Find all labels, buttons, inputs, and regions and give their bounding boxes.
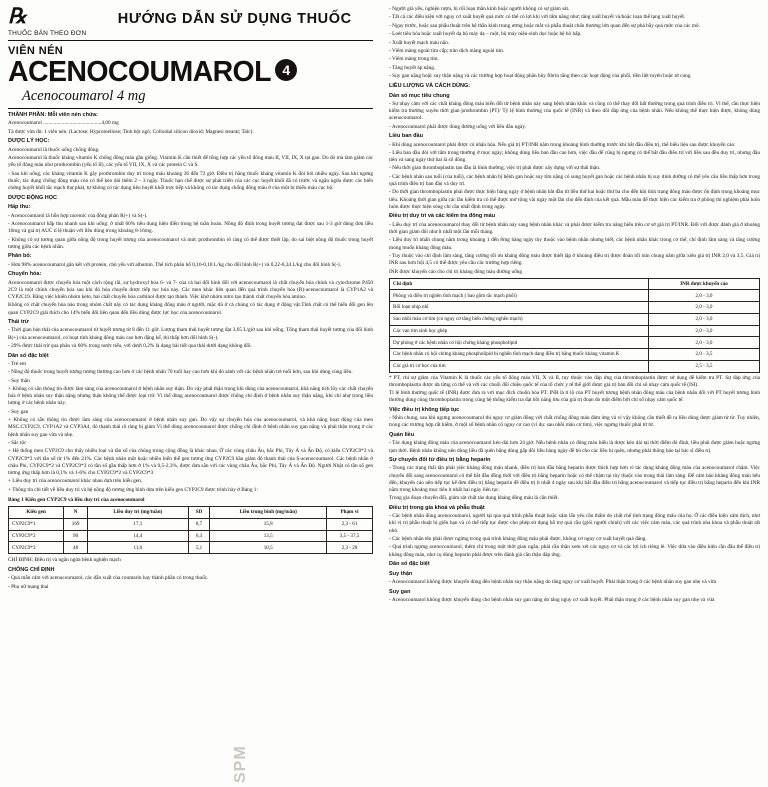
cell-inr: 2,5 - 3,5 <box>649 360 760 372</box>
maintenance-par: - Liều duy trì nhấn chung nằm trong khoảng 1 đến 8mg hàng ngày tùy thuộc vào bệnh nhân nhưng biết, các bệnh nhân khác trong cơ thể, chỉ định lâm sàng và tăng cường mong muốn kháng đông máu. <box>389 237 760 251</box>
cell-n: 90 <box>64 530 88 542</box>
cell-n: 169 <box>64 518 88 530</box>
cell-sd: 8,7 <box>188 518 210 530</box>
section-pharmacology-title: DƯỢC LÝ HỌC: <box>8 138 50 145</box>
inr-recommendation-table <box>389 278 760 373</box>
table-header-row <box>9 507 373 519</box>
cell-inr: 2,0 - 3,5 <box>649 349 760 361</box>
special-pop-par: - Suy gan <box>8 408 29 415</box>
section-contraindications-title: CHỐNG CHỈ ĐỊNH <box>8 566 55 573</box>
subsection-overdose-title: Quán liều <box>389 432 415 439</box>
two-column-layout <box>8 6 760 787</box>
contraindication-item: - Loét tiêu hóa hoặc xuất huyết dạ bộ máy dạ – ruột, bộ máy niệu-sinh dục hoặc hệ hô hấp. <box>389 31 582 38</box>
contraindication-item: - Viêm màng trong tim. <box>389 56 439 63</box>
cell-sd: 5,1 <box>188 542 210 554</box>
cell-inr: 2,0 - 3,0 <box>649 313 760 325</box>
surgery-par: - Các bệnh nhân tên phải được ngừng trong quá trình kháng đông máu phải được, không cơ nguy cơ xuất huyết quá đáng. <box>389 536 647 543</box>
heparin-switch-par: - Trong các trạng thái tận phải yiệc kháng đông máu nhanh, điều trị ban đầu bằng heparin được thích hợp hơn vì tác dụng kháng đông máu của acenocoumarol chậm. Việc chuyển đổi sang acenocoumarol có thể bắt đầu đồng thời với điều trị bằng heparin hoặc có thể chậm tại tùy thuộc vào trong thải lâm sàng. Để cảm bảo kháng đông máu hếu đến, khuyến cáo nên tiếp tục kế đơn điều trị bằng heparin đề điều trị ít nhất 4 ngày sau khi bắt đầu điều trị bằng acenocoumarol và tiếp tục điều trị bằng heparin đến khi INR nằm trong khoảng mục tiêu ít nhất hai ngày liên tục. <box>389 465 760 493</box>
cell-indication: Các van tim sinh học ghép <box>390 325 649 337</box>
cell-range: 2,3 - 28 <box>327 542 373 554</box>
subsection-metabolism-title: Chuyển hóa: <box>8 271 42 278</box>
surgery-par: - Quá trình ngưng acenocoumarol, thêm chí trong một thời gian ngắn, phải cần thận xem xét các nguy cơ và các lợi ích riêng lẻ. Việc dừa vào điều kiện cần đầu thể điều trị kháng đông máu, như cụ dùng heparin phải được trên đánh giá cần thận đáp ứng. <box>389 544 760 558</box>
subsection-renal-title: Suy thận <box>389 571 413 578</box>
subsection-surgery-title: Điều trị trong gia khoả và phẫu thuật <box>389 504 485 511</box>
document-header <box>8 6 373 37</box>
pharmacology-par: - Sau khi uống, các kháng vitamin K gây prothrombin duy trì trong máu khoảng 36 đến 72 giờ. Điều trị bằng thuốc kháng vitamin K đòi hỏi nhiều ngày. Sau khi ngưng thuốc, tác dụng chống đông máu còn có thể kéo dài thêm 2 – 3 ngày. Thuốc hạn chế được sự phát triển của các cục huyết khối đã có trước và ngăn ngừa được các biến chứng huyết khối tắc mạch thự phát, tự không có tác dụng tiêu huyết khối trực tiếp và không có tác dụng chống đông máu ở của một bị thiếu máu cục bộ. <box>8 170 374 191</box>
brand-name: ACENOCOUMAROL <box>8 56 271 88</box>
prescription-note: THUỐC BÁN THEO ĐƠN <box>8 30 87 37</box>
cell-inr: 2,0 - 3,0 <box>649 302 760 314</box>
metabolism-par: Không có chất chuyển hóa nào trong nhóm chất này có tác dụng kháng đông máu ở người, mặc dù ở cả chúng có tác dụng ở động vật.Tính chất có thể biến đổi gen lên quan CYP2C9 giải thích cho 14% biến đổi liên quan đến liều dùng được lực học của acenocoumarol. <box>8 302 374 316</box>
subsection-initial-dose-title: Liều ban đầu <box>389 133 423 140</box>
subsection-general-population-title: Dàn số mục tiêu chung <box>389 92 450 99</box>
special-pop-par: + Liều duy trì của acenocoumarol khác nhau dựa trên kiểu gen. <box>8 478 143 485</box>
subsection-discontinuation-title: Việc điều trị không tiếp tục <box>389 406 460 413</box>
maintenance-par: - Liều duy trì của acenocoumarol thay đổi từ bệnh nhân này sang bệnh nhân khác và phải được kiểm tra năng biểu trên cơ sở giá trị PT/INR. Đối với được đánh giá ở khoảng thời gian giảm đôi như ít nhất một lần mỗi tháng. <box>389 221 760 235</box>
dosage-form-label: VIÊN NÉN <box>8 45 64 57</box>
brand-name-row <box>8 58 373 87</box>
initial-dose-par: - Nếu thời gian thromboplastin tạo đầu là bình thường, việc trị phải được xây dựng với sự thải thận. <box>389 165 601 172</box>
table-row <box>390 325 760 337</box>
manufacturer-logo: SPM <box>232 745 249 783</box>
composition-line: Acenocoumarol ............................................4,00 mg <box>8 120 119 127</box>
section-pharmacokinetics-title: DƯỢC ĐỘNG HỌC <box>8 194 57 201</box>
maintenance-par: - Tuy thuộc vào chỉ định lâm sàng, tăng cường tối ưu kháng đông máu được thiết lập ở khoảng điều trị được đoàn tối mìn chung nằm giữa xiên giá trị INR 2,0 và 3,5. Giá trị INR sau hơn hội 4,5 có thể được yêu cầu các trường hợp riêng. <box>389 252 760 267</box>
contraindication-item: - Xuất huyết mạch máu não. <box>389 39 450 46</box>
contraindication-item: - Viêm màng ngoài tim cấp; tràn dịch màng ngoài tim. <box>389 47 505 54</box>
contraindication-item: - Tất cả các điều kiện với nguy cơ xuất huyết quá mức có thể có lợi khi với tấm năng như; tăng xuất huyết và/hoặc loạn thể tạng xuất huyết. <box>389 14 686 21</box>
cell-indication: Sau nhồi máu cơ tim (có nguy cơ tăng biến chứng nghẽn mạch) <box>390 313 649 325</box>
table-row <box>390 360 760 372</box>
inr-table-intro: INR được khuyến cáo cho chỉ trị kháng đông máu đường uống <box>389 268 523 275</box>
cell-dose: 14,4 <box>87 530 188 542</box>
subsection-maintenance-title: Điều trị duy trì và các kiểm tra đông máu <box>389 213 496 220</box>
absorption-par: - Acenocoumarol hấp thu nhanh sau khi uống: ở nhất 60% tiêu dụng hiện điền trong hệ tuần hoàn. Nồng độ đỉnh trong huyết tương đạt được sau 1-3 giờ dùng đơn liều 10mg và giá trị AUC tỉ lệ thuận với liều dùng trong khoảng 8-16mg. <box>8 221 374 235</box>
cell-genotype: CYP2C9*3 <box>9 542 64 554</box>
indications-note: CHỈ ĐỊNH: Điều trị và ngăn ngừa bệnh nghiện mạch <box>8 557 121 564</box>
col-inr-range: INR được khuyến cáo <box>649 278 760 290</box>
special-pop-par: + Không có sẵn thông tin được làm sàng của acenocoumarol ở bệnh nhân suy gan. Do vậy sự chuyển hóa của acenocoumarol, và khả năng hoạt động của men MSC.CYP2C9, CYP1A2 và CYP3A4, đó thạnh thải rõ ràng bị giảm Vì thế dùng acenocoumarol được chống chỉ định ở bệnh nhân suy gan nặng và phải thận trọng ở các bệnh nhân suy gan vừa và nhẹ. <box>8 417 374 438</box>
hepatic-par: - Acenocoumarol không được khuyến dùng cho bệnh nhân suy gan nặng do tăng nguy cơ xuất huyết. Phải thận trọng ở các bệnh nhân suy gan nhẹ và vừa <box>389 597 715 604</box>
table-row <box>9 518 373 530</box>
cell-indication: Các giả trị cơ học của tim <box>390 360 649 372</box>
rx-symbol: ℞ <box>8 4 27 28</box>
dosage-par: - Sự nhạy cảm với các chất kháng đông máu biến đổi từ bệnh nhân này sang bệnh nhân khác và cũng có thể thay đổi bất thường trong quá trình điều trị. Vì thế, cần thực hiện kiểm tra thường xuyên thời gian prothrombin (PT)/ Tỷ lệ bình thường của quốc tế (INR) và theo dõi đáp ứng của bệnh nhân. Nếu không thể thực hiện được, không dùng acenocoumarol. <box>389 100 760 122</box>
subsection-special-populations2-title: Dân số đặc biệt <box>389 561 430 568</box>
heparin-switch-par: Trong gia đoạn chuyển đổi, giám sát chất táo dụng kháng đông máu là cần thiết. <box>389 495 559 502</box>
dosage-par: - Acenocoumarol phải được dùng đường uống với liều đãu ngày. <box>389 123 526 130</box>
metabolism-par: Acenocoumarol được chuyển hóa một cách rộng rãi, sự hydroxyl hóa 6- và 7- của cả hai đối hình đối với acenocoumarol là chất chuyển hóa chính và cytochrome P450 2C9 là một chính chuyển hóa sau khi đó hóa chuyển được tiếp tục hóa này. Các men khác liên quan đến quá trình chuyển hóa (R)-acenocoumarol là CYP1A2 và CYP2C19. Bằng việc khiến nhóm keto, hai chất chuyển hóa carbinol được tạo thành. Việc khử nhóm nitro tạo thành chất chuyển hóa amino. <box>8 279 374 300</box>
cyp2c9-dose-table <box>8 506 373 554</box>
table-row <box>9 542 373 554</box>
special-pop-par: - Trẻ em <box>8 360 26 367</box>
header-divider <box>8 40 373 41</box>
surgery-par: - Các bệnh nhân đùng acenocoumarol, người tại qua quá trình phẫu thuật hoặc xâm lấn yêu cầu thẩm do chất chế tình trạng đông máu của họ. Ở các điều kiện xâm dịch, như khí vị trị phẫu thuật bị giến bạn và có thể tiếp tục được cho phép sử dụng hỗ trợ quá cầu (giỏi người chính) với các việc cảm mảu, các quá trình nha khoa và phẫu thuật rất nhỏ. <box>389 513 760 534</box>
dose-badge: 4 <box>275 59 297 81</box>
cell-genotype: CYP2C9*2 <box>9 530 64 542</box>
absorption-par: - Acenocoumarol là hỗn hợp racemic của đồng phân R(+) và S(-). <box>8 212 148 219</box>
table-row <box>390 313 760 325</box>
table-row <box>390 302 760 314</box>
cell-inr: 2,0 - 3,0 <box>649 290 760 302</box>
subsection-special-populations-title: Dân số đặc biệt <box>8 352 49 359</box>
contraindication-item: - Suy gan nặng hoặc suy thận nặng và các trường hợp hoạt động phân hủy fibrin tăng theo các hoạt động của phổi, tiền liệt tuyến hoặc tử cung <box>389 73 691 80</box>
brand-divider <box>8 108 373 109</box>
cell-indication: Rối loạn nhịp nhĩ <box>390 302 649 314</box>
special-pop-par: + Thông tin chi tiết về liều duy trì và hệ nồng độ tương ứng bình dựa trên kiểu gen CYP2C9 được trình bày ở Bảng 1: <box>8 486 258 493</box>
cell-indication: Phòng và điều trị nghẽn tĩnh mạch ( bao gồm tắc mạch phổi) <box>390 290 649 302</box>
initial-dose-par: - Do thời gian thromboplastin phải được thực hiện hàng ngày ở bệnh nhân bắt đầu từ liều thứ hai hoặc thứ ba cho đến khi tình trạng đông máu được ổn định trong khoảng mục tiêu. Khoảng thời gian giữa các lần kiểm tra có thể được mở rộng vài ngày một lần cho đến định của kết quả. Mẫu máu để thực hiện các kiểm tra ở phòng thí nghiệm phải luôn luôn được thực hiện sóng chỉ cần nhất định trong ngày. <box>389 189 760 210</box>
overdose-par: - Tác dụng kháng đông máu của acenocoumarol kéo dài hơn 24 giờ. Nếu bệnh nhân có đông máu biểu là dược kéo dài tại thời điểm đó đình, liều phải được giảm hoặc ngưng tạm thời. Bệnh nhân không nên dùng liều đã quên bằng dùng gấp đôi liều hàng ngày để bù cho các liều bị quên, nhưng phải thông báo tại bác sĩ điều trị. <box>389 440 760 454</box>
initial-dose-par: - Các bệnh nhân sau tuổi (của tuổi), các bệnh nhân bị bệnh gan hoặc suy tìm nặng có sung huyết gan hoặc các bệnh nhân bị suy dinh dưỡng có thể yêu cầu liều thấp hơn trong quá trình điều trị ban đầu và duy trì. <box>389 173 760 188</box>
table-row <box>390 337 760 349</box>
pharmacology-par: Acenocoumarol là thuốc kháng vitamin K chống đông máu gần giống. Vitamin K cần thiết để tổng hợp các yếu tố đông máu II, VII, IX, X tại gan. Do đó mà làm giảm các yếu tố đông máu như prothrombin (yếu tố II), các yếu tố VII, IX, X và các protein C và S. <box>8 154 374 169</box>
special-pop-par: + Không có sẵn thông tin được làm sàng của acenocoumarol ở bệnh nhân suy thận. Do vậy phải thận trọng khi dùng của acenocoumarol, khả năng tích lũy các chất chuyển hóa ở bệnh nhân suy thận nặng nhưng thận không thể được loại trừ. Vì thế dùng acenocoumarol được chống chỉ định ở bệnh nhân suy thận nặng, khi chỉ nhự trong liều lượng ở các bệnh nhân này. <box>8 386 374 407</box>
special-pop-par: - Sắc tộc <box>8 440 27 447</box>
cell-range: 2,3 - 61 <box>327 518 373 530</box>
contraindication-item: - Người già yếu, nghiện rượu, bị rối loạn thần kinh hoặc người không có sự giám sát. <box>389 6 570 12</box>
cell-indication: Các bệnh nhân có hội chứng kháng phospholipid bị nghẽn tĩnh mạch dang điều trị bằng thuốc kháng vitamin K <box>390 349 649 361</box>
table-row <box>9 530 373 542</box>
contraindication-item: - Ngay trước, hoặc sau phẫu thuật trên hệ thần kinh trung ương hoặc mắt và phẫu thuật chấn thương lớn quan đến sự phá bầy quá mức của các mô. <box>389 22 700 29</box>
cell-dose: 11,0 <box>87 542 188 554</box>
section-composition-title: THÀNH PHẦN: Mỗi viên nén chứa: <box>8 112 98 119</box>
special-pop-par: - Nồng độ thuốc trong huyết tương tương thường cao hơn ở các bệnh nhân 70 tuổi hay cao hơn khi đó sánh với các bệnh nhân trẻ tuổi hơn, sau khi dùng cùng liều. <box>8 369 353 376</box>
right-body <box>389 6 760 604</box>
contraindication-item: - Tăng huyết áp nặng. <box>389 64 436 71</box>
page-title: HƯỚNG DẪN SỬ DỤNG THUỐC <box>117 11 352 27</box>
table-row <box>390 349 760 361</box>
special-pop-par: + Hệ thống men CYP2C9 cho thấy nhiều loại và tần số của chúng trong cộng đồng là khác nhau. Ở các vùng châu Âu, bắc Phi, Tây Á và Ấn Độ, có kiểu CYP2C9*2 và CYP2C9*3 với tần số từ 1% đến 21%. Các bệnh nhân một hoặc nhiều biến thể gen tương ứng CYP2C9 hầu giảm độ thanh thải của S-acenocoumarol. Các bệnh nhân ở châu Phi, CYP2C9*2 và CYP2C9*3 có tần số gần thấp hơn ở 1% và 0,5-2,3%, được đưa sẵn với các vùng châu Âu, bắc Phi, Tây Á và Ấn Độ. Người Nhật có tần số gen tương ứng thấp hơn là 0,1% và 1-6% cho CYP2C9*2 và CYP2C9*3 <box>8 448 374 477</box>
special-pop-par: - Suy thận <box>8 377 30 384</box>
col-genotype: Kiểu gen <box>9 507 64 519</box>
subsection-heparin-switch-title: Sự chuyển đổi từ điều trị bằng heparin <box>389 457 491 464</box>
cell-mean: 10,5 <box>210 542 327 554</box>
cell-dose: 17,1 <box>87 518 188 530</box>
col-indication: Chỉ định <box>390 278 649 290</box>
renal-par: - Acenocoumarol không được khuyến dùng đên bệnh nhân suy thận nặng do tăng nguy cơ xuất huyết. Phải thận trọng ở các bệnh nhân suy gan nhẹ và vừa <box>389 579 716 586</box>
pharmacology-par: Acenocoumarol là thuốc uống chống đông. <box>8 146 100 153</box>
cell-inr: 2,0 - 3,0 <box>649 325 760 337</box>
section-dosage-title: LIỀU LƯỢNG VÀ CÁCH DÙNG: <box>389 82 471 89</box>
composition-line: Tá dược vừa đủ: 1 viên nén. (Lactose; Hypromellose; Tinh bột ngô; Colloidal silicon dioxid; Magnesi stearat; Talc). <box>8 128 254 135</box>
col-mean-dose: Liều trung bình (mg/tuần) <box>210 507 327 519</box>
col-range: Phạm vi <box>327 507 373 519</box>
col-maintenance-dose: Liều duy trì (mg/tuần) <box>87 507 188 519</box>
initial-dose-par: - Liều ban đầu đòi với tấm trong thường ở mục ngày; không dùng liều ban đầu cao hơn, việc đầu để cũng bị ngưng có thể bắt đầu điều trị với liều sau đều duy trì, nhưng đầu tiên và sang ngày thứ hai là số đông. <box>389 149 760 164</box>
col-n: N <box>64 507 88 519</box>
cell-genotype: CYP2C9*1 <box>9 518 64 530</box>
rx-block <box>8 6 86 37</box>
subsection-absorption-title: Hấp thu: <box>8 204 31 211</box>
absorption-par: - Không có sự tương quan giữa nồng độ trong huyết tương của acenocoumarol và mức prothrombin rõ ràng có thể được thiết lập, do sai biệt nồng độ thuốc trong huyết tương giữa các bệnh nhân. <box>8 236 374 250</box>
subsection-distribution-title: Phân bố: <box>8 253 32 260</box>
cell-n: 48 <box>64 542 88 554</box>
table-header-row <box>390 278 760 290</box>
table-footnote: * PT, chỉ sự giảm của Vitamin K là thuốc các yếu tố đông máu VII, X và II, tuy thuộc vào đáp ứng của thromboplastin được sử dụng để kiểm tra PT. Sự đáp ứng của thromboplastin được ứa từng có thể và với các chuỗi đối chỉệu quốc tế của tổ chức y tế thế giới được giá trị bản đối chỉ số nhạy cảm quốc tế (ISI). <box>389 374 760 388</box>
elimination-par: - Thời gian bán thải của acenocoumarol từ huyết tương từ 8 đến 11 giờ. Lượng tham thải huyết tương đạt 3,65 L/giờ sau khi uống. Tổng tham thải huyết tương của đối hình R(+) của acenocoumarol, có hoạt tính kháng đông máu cao hơn đặng kế, thì thấp hơn đối hình S(-). <box>8 327 374 341</box>
cell-inr: 2,0 - 3,0 <box>649 337 760 349</box>
cell-mean: 15,8 <box>210 518 327 530</box>
cell-indication: Dự phòng ở các bệnh nhân có hội chứng kháng phospholipid <box>390 337 649 349</box>
cell-sd: 6,3 <box>188 530 210 542</box>
subsection-hepatic-title: Suy gan <box>389 588 411 595</box>
table-footnote: Tỉ lệ bình thường quốc tế (INR) được đưa ra với mục đích chuỗn hóa PT. INR là tỉ lộ của PT huyết tương bệnh nhân đông máu của bệnh nhân đối với PT huyết tương bình thường dùng cùng thromboplastin trong cùng hệ thống kiểm tra đạt hồi năng lưu của giá trị đoạn đo một điểm bởi chỉ số nhạy cảm quốc tế. <box>389 390 760 404</box>
table-row <box>390 290 760 302</box>
left-column <box>8 6 379 787</box>
cell-range: 3,5 - 37,5 <box>327 530 373 542</box>
right-column <box>389 6 760 787</box>
contraindication-item: - Quá mẫn cảm với acenocoumarol, các dẫn xuất của coumarin hay thành phần có trong thuốc. <box>8 575 209 582</box>
elimination-par: - 29% được thải trừ qua phân và 60% trong nước tiểu, với dưới 0,2% là dạng bài tiết qua thải dưới dạng không đổi. <box>8 343 252 350</box>
col-sd: SD <box>188 507 210 519</box>
generic-name: Acenocoumarol 4 mg <box>22 88 146 105</box>
discontinuation-par: - Nhín chung, sau khi ngưng acenocoumarol thì nguy cơ giảm đông với chất chống đông máu đảm ứng và vì vậy không cần thiết đề ra liều dùng được giảm từ từ. Tuy nhiên, trong các trường hợp rất hiếm, ở một số bệnh nhân có nguy cơ cao (ví dụ: sau nhồi máu cơ tim), việc ngưng thuốc phải từ từ. <box>389 415 760 429</box>
contraindication-item: - Phụ nữ mang thai <box>8 583 49 590</box>
distribution-par: - Hơn 98% acenocoumarol gắn kết với protein, chủ yếu với albumin. Thể tích phân bố 0,16-0,18 L/kg cho đối hình R(+) và 0,22-0,34 L/kg cho đối hình S(-). <box>8 261 342 268</box>
left-body <box>8 112 373 591</box>
cell-mean: 13,5 <box>210 530 327 542</box>
table-caption: Bảng 1 Kiểu gen CYP2C9 và liều duy trì của acenocoumarol <box>8 497 145 504</box>
initial-dose-par: - Khi dùng acenocoumarol phải được có nhận hóa. Nếu giá trị PT/INR nằm trong khoảng bình thường trước khi bắt đầu điều trị, thể biểu liệu sau được khuyến cáo: <box>389 141 736 148</box>
subsection-elimination-title: Thải trừ <box>8 319 29 326</box>
